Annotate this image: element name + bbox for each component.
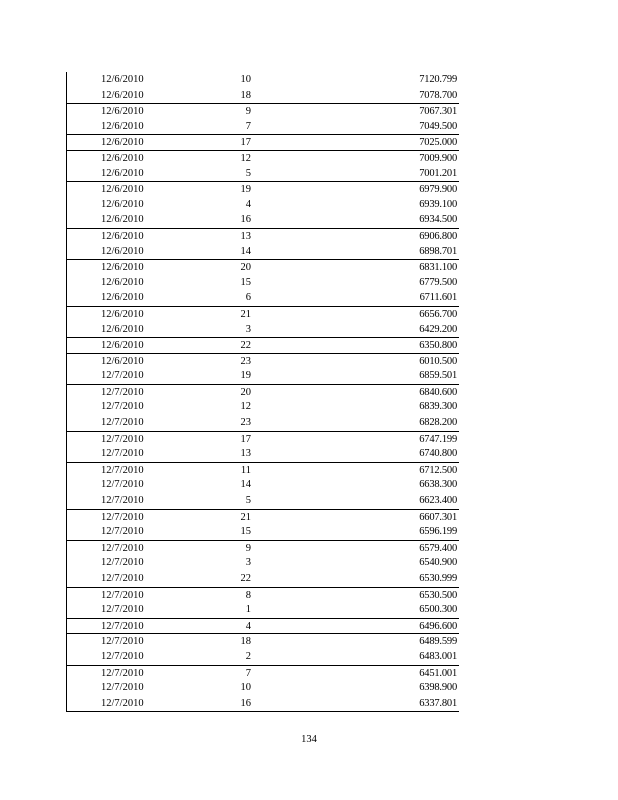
table-row [67, 368, 459, 384]
hour-cell: 9 [245, 106, 251, 118]
date-cell: 12/7/2010 [101, 401, 144, 413]
data-table [66, 72, 459, 712]
table-row [67, 322, 459, 338]
hour-cell: 13 [240, 448, 251, 460]
value-cell: 6656.700 [419, 308, 457, 320]
table-row [67, 166, 459, 182]
date-cell: 12/6/2010 [101, 106, 144, 118]
date-cell: 12/7/2010 [101, 697, 144, 709]
date-cell: 12/6/2010 [101, 355, 144, 367]
hour-cell: 10 [240, 74, 251, 85]
date-cell: 12/6/2010 [101, 245, 144, 257]
hour-cell: 13 [240, 230, 251, 242]
hour-cell: 7 [245, 120, 251, 132]
hour-cell: 4 [245, 198, 251, 210]
date-cell: 12/6/2010 [101, 276, 144, 288]
table-row [67, 259, 459, 275]
date-cell: 12/6/2010 [101, 230, 144, 242]
hour-cell: 9 [245, 542, 251, 554]
table-row [67, 384, 459, 400]
table-row [67, 477, 459, 493]
date-cell: 12/6/2010 [101, 120, 144, 132]
value-cell: 6350.800 [419, 340, 457, 352]
table-row [67, 275, 459, 291]
hour-cell: 23 [240, 417, 251, 429]
date-cell: 12/7/2010 [101, 526, 144, 538]
value-cell: 6010.500 [419, 355, 457, 367]
hour-cell: 5 [245, 495, 251, 507]
hour-cell: 17 [240, 433, 251, 445]
table-row [67, 306, 459, 322]
hour-cell: 4 [245, 620, 251, 632]
value-cell: 6596.199 [419, 526, 457, 538]
hour-cell: 10 [240, 682, 251, 694]
value-cell: 6839.300 [419, 401, 457, 413]
value-cell: 6429.200 [419, 323, 457, 335]
value-cell: 6898.701 [419, 245, 457, 257]
date-cell: 12/7/2010 [101, 448, 144, 460]
table-row [67, 446, 459, 462]
table-row [67, 88, 459, 104]
hour-cell: 21 [240, 511, 251, 523]
value-cell: 6607.301 [419, 511, 457, 523]
hour-cell: 12 [240, 152, 251, 164]
date-cell: 12/7/2010 [101, 479, 144, 491]
hour-cell: 8 [245, 589, 251, 601]
table-row [67, 587, 459, 603]
table-row [67, 197, 459, 213]
table-row [67, 399, 459, 415]
value-cell: 6623.400 [419, 495, 457, 507]
value-cell: 7120.799 [419, 74, 457, 85]
value-cell: 6747.199 [419, 433, 457, 445]
table-row [67, 150, 459, 166]
table-row [67, 337, 459, 353]
hour-cell: 16 [240, 697, 251, 709]
date-cell: 12/7/2010 [101, 495, 144, 507]
value-cell: 6451.001 [419, 667, 457, 679]
date-cell: 12/7/2010 [101, 417, 144, 429]
date-cell: 12/6/2010 [101, 184, 144, 196]
page-number: 134 [301, 734, 317, 745]
date-cell: 12/6/2010 [101, 152, 144, 164]
hour-cell: 22 [240, 340, 251, 352]
date-cell: 12/6/2010 [101, 308, 144, 320]
hour-cell: 16 [240, 214, 251, 226]
date-cell: 12/6/2010 [101, 167, 144, 179]
value-cell: 6500.300 [419, 604, 457, 616]
date-cell: 12/7/2010 [101, 604, 144, 616]
table-row [67, 649, 459, 665]
table-row [67, 555, 459, 571]
value-cell: 7049.500 [419, 120, 457, 132]
date-cell: 12/6/2010 [101, 214, 144, 226]
value-cell: 6859.501 [419, 370, 457, 382]
date-cell: 12/7/2010 [101, 433, 144, 445]
date-cell: 12/6/2010 [101, 74, 144, 85]
hour-cell: 14 [240, 479, 251, 491]
hour-cell: 21 [240, 308, 251, 320]
table-row [67, 633, 459, 649]
value-cell: 6939.100 [419, 198, 457, 210]
value-cell: 6711.601 [419, 292, 457, 304]
table-row [67, 72, 459, 88]
table-row [67, 228, 459, 244]
hour-cell: 19 [240, 184, 251, 196]
table-row [67, 134, 459, 150]
value-cell: 7067.301 [419, 106, 457, 118]
hour-cell: 15 [240, 276, 251, 288]
hour-cell: 18 [240, 89, 251, 101]
value-cell: 6831.100 [419, 262, 457, 274]
hour-cell: 5 [245, 167, 251, 179]
hour-cell: 1 [245, 604, 251, 616]
table-row [67, 665, 459, 681]
table-row [67, 415, 459, 431]
date-cell: 12/7/2010 [101, 542, 144, 554]
value-cell: 6779.500 [419, 276, 457, 288]
table-row [67, 602, 459, 618]
hour-cell: 12 [240, 401, 251, 413]
date-cell: 12/7/2010 [101, 636, 144, 648]
date-cell: 12/6/2010 [101, 137, 144, 149]
date-cell: 12/6/2010 [101, 340, 144, 352]
hour-cell: 2 [245, 650, 251, 662]
table-row [67, 493, 459, 509]
table-row [67, 540, 459, 556]
value-cell: 6579.400 [419, 542, 457, 554]
date-cell: 12/6/2010 [101, 262, 144, 274]
table-row [67, 103, 459, 119]
date-cell: 12/7/2010 [101, 620, 144, 632]
date-cell: 12/7/2010 [101, 511, 144, 523]
value-cell: 6740.800 [419, 448, 457, 460]
value-cell: 6906.800 [419, 230, 457, 242]
hour-cell: 15 [240, 526, 251, 538]
table-row [67, 618, 459, 634]
value-cell: 6540.900 [419, 557, 457, 569]
table-row [67, 290, 459, 306]
value-cell: 6638.300 [419, 479, 457, 491]
date-cell: 12/6/2010 [101, 198, 144, 210]
hour-cell: 22 [240, 573, 251, 584]
value-cell: 6398.900 [419, 682, 457, 694]
table-row [67, 696, 459, 712]
date-cell: 12/7/2010 [101, 650, 144, 662]
table-row [67, 431, 459, 447]
value-cell: 7025.000 [419, 137, 457, 149]
value-cell: 6483.001 [419, 650, 457, 662]
value-cell: 6337.801 [419, 697, 457, 709]
date-cell: 12/7/2010 [101, 682, 144, 694]
table-row [67, 462, 459, 478]
value-cell: 7001.201 [419, 167, 457, 179]
date-cell: 12/7/2010 [101, 557, 144, 569]
table-row [67, 353, 459, 369]
table-row [67, 571, 459, 587]
value-cell: 7078.700 [419, 89, 457, 101]
hour-cell: 11 [240, 464, 251, 476]
date-cell: 12/7/2010 [101, 667, 144, 679]
table-row [67, 680, 459, 696]
date-cell: 12/7/2010 [101, 386, 144, 398]
value-cell: 6496.600 [419, 620, 457, 632]
table-row [67, 119, 459, 135]
table-row [67, 244, 459, 260]
value-cell: 6712.500 [419, 464, 457, 476]
hour-cell: 3 [245, 557, 251, 569]
value-cell: 6489.599 [419, 636, 457, 648]
date-cell: 12/7/2010 [101, 573, 144, 584]
hour-cell: 17 [240, 137, 251, 149]
date-cell: 12/6/2010 [101, 292, 144, 304]
date-cell: 12/7/2010 [101, 464, 144, 476]
table-row [67, 509, 459, 525]
hour-cell: 19 [240, 370, 251, 382]
hour-cell: 23 [240, 355, 251, 367]
hour-cell: 20 [240, 262, 251, 274]
value-cell: 6530.500 [419, 589, 457, 601]
date-cell: 12/6/2010 [101, 323, 144, 335]
hour-cell: 7 [245, 667, 251, 679]
hour-cell: 14 [240, 245, 251, 257]
hour-cell: 20 [240, 386, 251, 398]
hour-cell: 18 [240, 636, 251, 648]
date-cell: 12/7/2010 [101, 370, 144, 382]
date-cell: 12/6/2010 [101, 89, 144, 101]
value-cell: 6530.999 [419, 573, 457, 584]
value-cell: 6828.200 [419, 417, 457, 429]
value-cell: 6934.500 [419, 214, 457, 226]
table-row [67, 181, 459, 197]
date-cell: 12/7/2010 [101, 589, 144, 601]
hour-cell: 3 [245, 323, 251, 335]
value-cell: 6979.900 [419, 184, 457, 196]
value-cell: 6840.600 [419, 386, 457, 398]
value-cell: 7009.900 [419, 152, 457, 164]
table-row [67, 524, 459, 540]
hour-cell: 6 [245, 292, 251, 304]
table-row [67, 212, 459, 228]
